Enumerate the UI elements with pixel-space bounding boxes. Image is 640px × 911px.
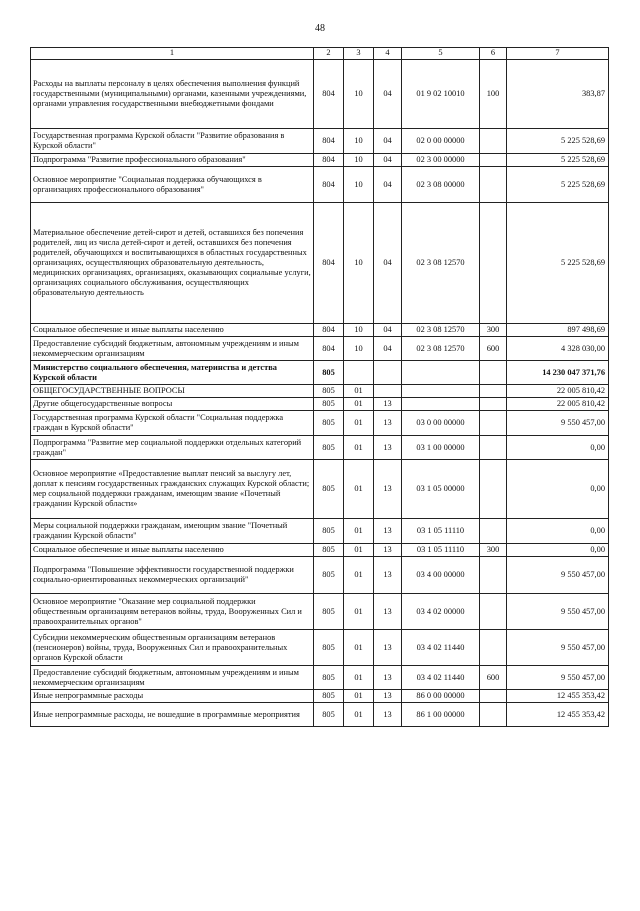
table-row [31,324,609,337]
row-csr: 02 3 00 00000 [402,154,480,167]
row-csr: 02 3 08 12570 [402,337,480,361]
row-name: Предоставление субсидий бюджетным, автономным учреждениям и иным некоммерческим организациям [31,337,314,361]
row-name: Социальное обеспечение и иные выплаты населению [31,324,314,337]
row-gr: 804 [314,337,344,361]
row-pr: 04 [374,60,402,129]
row-rz: 01 [344,557,374,594]
row-gr: 805 [314,361,344,385]
table-row [31,557,609,594]
row-rz: 01 [344,398,374,411]
table-row [31,436,609,460]
row-pr: 13 [374,398,402,411]
row-pr: 13 [374,666,402,690]
row-rz: 01 [344,544,374,557]
row-gr: 805 [314,690,344,703]
row-csr: 02 3 08 12570 [402,324,480,337]
row-name: Предоставление субсидий бюджетным, автономным учреждениям и иным некоммерческим организациям [31,666,314,690]
row-pr: 13 [374,703,402,727]
row-sum: 22 005 810,42 [507,398,609,411]
row-pr: 04 [374,203,402,324]
row-rz: 10 [344,154,374,167]
row-pr [374,385,402,398]
table-row [31,385,609,398]
row-csr [402,361,480,385]
row-csr: 03 1 05 11110 [402,519,480,544]
row-sum: 4 328 030,00 [507,337,609,361]
row-sum: 9 550 457,00 [507,666,609,690]
row-vr [480,385,507,398]
row-gr: 804 [314,167,344,203]
row-pr: 13 [374,519,402,544]
row-sum: 5 225 528,69 [507,167,609,203]
row-gr: 805 [314,666,344,690]
row-gr: 805 [314,519,344,544]
row-gr: 805 [314,460,344,519]
row-pr: 04 [374,167,402,203]
row-sum: 12 455 353,42 [507,690,609,703]
row-vr [480,557,507,594]
row-name: Иные непрограммные расходы, не вошедшие в программные мероприятия [31,703,314,727]
row-sum: 897 498,69 [507,324,609,337]
row-gr: 805 [314,630,344,666]
row-csr: 03 0 00 00000 [402,411,480,436]
row-gr: 805 [314,436,344,460]
row-sum: 5 225 528,69 [507,154,609,167]
row-vr [480,361,507,385]
table-row [31,129,609,154]
header-cell: 6 [480,48,507,60]
row-rz: 01 [344,411,374,436]
row-pr: 13 [374,460,402,519]
row-rz: 10 [344,203,374,324]
row-vr [480,594,507,630]
row-csr: 03 1 00 00000 [402,436,480,460]
row-gr: 805 [314,594,344,630]
header-cell: 2 [314,48,344,60]
row-rz: 01 [344,666,374,690]
row-pr: 13 [374,630,402,666]
row-csr: 02 3 08 00000 [402,167,480,203]
table-row [31,519,609,544]
row-rz: 10 [344,324,374,337]
row-gr: 804 [314,203,344,324]
row-sum: 5 225 528,69 [507,203,609,324]
table-row [31,167,609,203]
row-csr [402,385,480,398]
row-pr: 04 [374,337,402,361]
row-csr: 03 1 05 11110 [402,544,480,557]
row-vr [480,690,507,703]
row-name: Основное мероприятие "Оказание мер социальной поддержки общественным организациям ветеранов войны, труда, Вооруженных Сил и правоохранительных органов" [31,594,314,630]
table-row [31,337,609,361]
row-vr: 600 [480,337,507,361]
row-gr: 804 [314,324,344,337]
row-sum: 22 005 810,42 [507,385,609,398]
row-sum: 9 550 457,00 [507,411,609,436]
row-vr [480,129,507,154]
row-vr [480,398,507,411]
table-row [31,411,609,436]
row-rz: 01 [344,690,374,703]
row-csr: 03 4 00 00000 [402,557,480,594]
row-csr: 02 0 00 00000 [402,129,480,154]
row-rz: 01 [344,519,374,544]
row-gr: 805 [314,544,344,557]
row-rz: 01 [344,630,374,666]
header-cell: 3 [344,48,374,60]
row-pr: 13 [374,594,402,630]
table-row [31,60,609,129]
row-vr [480,630,507,666]
row-pr [374,361,402,385]
row-vr: 600 [480,666,507,690]
row-vr [480,460,507,519]
row-rz: 10 [344,167,374,203]
table-row [31,460,609,519]
row-csr [402,398,480,411]
header-cell: 5 [402,48,480,60]
row-name: Министерство социального обеспечения, материнства и детства Курской области [31,361,314,385]
row-name: Меры социальной поддержки гражданам, имеющим звание "Почетный гражданин Курской области" [31,519,314,544]
row-csr: 86 1 00 00000 [402,703,480,727]
row-vr [480,167,507,203]
page-number: 48 [315,23,325,34]
row-vr [480,703,507,727]
table-row [31,544,609,557]
table-header-row [31,48,609,60]
row-name: Другие общегосударственные вопросы [31,398,314,411]
row-rz: 01 [344,594,374,630]
row-sum: 9 550 457,00 [507,594,609,630]
row-name: Государственная программа Курской области "Социальная поддержка граждан в Курской области" [31,411,314,436]
table-row [31,690,609,703]
row-name: Подпрограмма "Повышение эффективности государственной поддержки социально-ориентированных некоммерческих организаций" [31,557,314,594]
row-vr: 100 [480,60,507,129]
row-name: Основное мероприятие "Социальная поддержка обучающихся в организациях профессионального образования" [31,167,314,203]
row-pr: 13 [374,557,402,594]
row-name: ОБЩЕГОСУДАРСТВЕННЫЕ ВОПРОСЫ [31,385,314,398]
table-row [31,154,609,167]
row-name: Социальное обеспечение и иные выплаты населению [31,544,314,557]
row-sum: 14 230 047 371,76 [507,361,609,385]
row-vr: 300 [480,324,507,337]
table-row [31,594,609,630]
row-pr: 04 [374,129,402,154]
row-sum: 5 225 528,69 [507,129,609,154]
table-row [31,703,609,727]
row-name: Субсидии некоммерческим общественным организациям ветеранов (пенсионеров) войны, труда, Вооруженных Сил и правоохранительных органов Курской области [31,630,314,666]
row-rz: 10 [344,129,374,154]
row-rz: 01 [344,436,374,460]
row-gr: 805 [314,411,344,436]
row-csr: 86 0 00 00000 [402,690,480,703]
row-name: Иные непрограммные расходы [31,690,314,703]
row-gr: 805 [314,398,344,411]
row-vr [480,154,507,167]
row-csr: 03 4 02 11440 [402,630,480,666]
row-gr: 805 [314,703,344,727]
header-cell: 1 [31,48,314,60]
row-sum: 0,00 [507,519,609,544]
row-csr: 02 3 08 12570 [402,203,480,324]
row-rz: 10 [344,337,374,361]
row-vr [480,436,507,460]
row-vr [480,411,507,436]
row-pr: 04 [374,324,402,337]
row-csr: 03 1 05 00000 [402,460,480,519]
header-cell: 4 [374,48,402,60]
row-name: Материальное обеспечение детей-сирот и детей, оставшихся без попечения родителей, лиц из числа детей-сирот и детей, оставшихся без попечения родителей, обучающихся и воспитывающихся в областных государственных организациях, осуществляющих образовательную деятельность, медицинских организациях, организациях, оказывающих социальные услуги, организациях социального обслуживания, осуществляющих образовательную деятельность [31,203,314,324]
row-pr: 13 [374,411,402,436]
row-sum: 12 455 353,42 [507,703,609,727]
row-sum: 9 550 457,00 [507,557,609,594]
row-name: Государственная программа Курской области "Развитие образования в Курской области" [31,129,314,154]
row-rz: 10 [344,60,374,129]
table-row [31,361,609,385]
row-pr: 13 [374,690,402,703]
row-gr: 804 [314,154,344,167]
row-rz: 01 [344,703,374,727]
row-gr: 804 [314,60,344,129]
row-pr: 13 [374,544,402,557]
row-rz [344,361,374,385]
row-csr: 01 9 02 10010 [402,60,480,129]
row-pr: 13 [374,436,402,460]
row-csr: 03 4 02 11440 [402,666,480,690]
row-vr [480,203,507,324]
row-gr: 805 [314,557,344,594]
row-pr: 04 [374,154,402,167]
header-cell: 7 [507,48,609,60]
table-row [31,630,609,666]
table-row [31,398,609,411]
row-sum: 0,00 [507,544,609,557]
row-sum: 0,00 [507,460,609,519]
row-vr: 300 [480,544,507,557]
row-gr: 805 [314,385,344,398]
row-name: Основное мероприятие «Предоставление выплат пенсий за выслугу лет, доплат к пенсиям государственных гражданских служащих Курской области; мер социальной поддержки гражданам, имеющим звание «Почетный гражданин Курской области» [31,460,314,519]
row-sum: 9 550 457,00 [507,630,609,666]
table-row [31,203,609,324]
row-sum: 383,87 [507,60,609,129]
row-rz: 01 [344,460,374,519]
row-name: Подпрограмма "Развитие мер социальной поддержки отдельных категорий граждан" [31,436,314,460]
row-name: Подпрограмма "Развитие профессионального образования" [31,154,314,167]
table-row [31,666,609,690]
row-csr: 03 4 02 00000 [402,594,480,630]
row-rz: 01 [344,385,374,398]
budget-table [30,47,609,727]
row-sum: 0,00 [507,436,609,460]
row-gr: 804 [314,129,344,154]
row-name: Расходы на выплаты персоналу в целях обеспечения выполнения функций государственными (муниципальными) органами, казенными учреждениями, органами управления государственными внебюджетными фондами [31,60,314,129]
row-vr [480,519,507,544]
